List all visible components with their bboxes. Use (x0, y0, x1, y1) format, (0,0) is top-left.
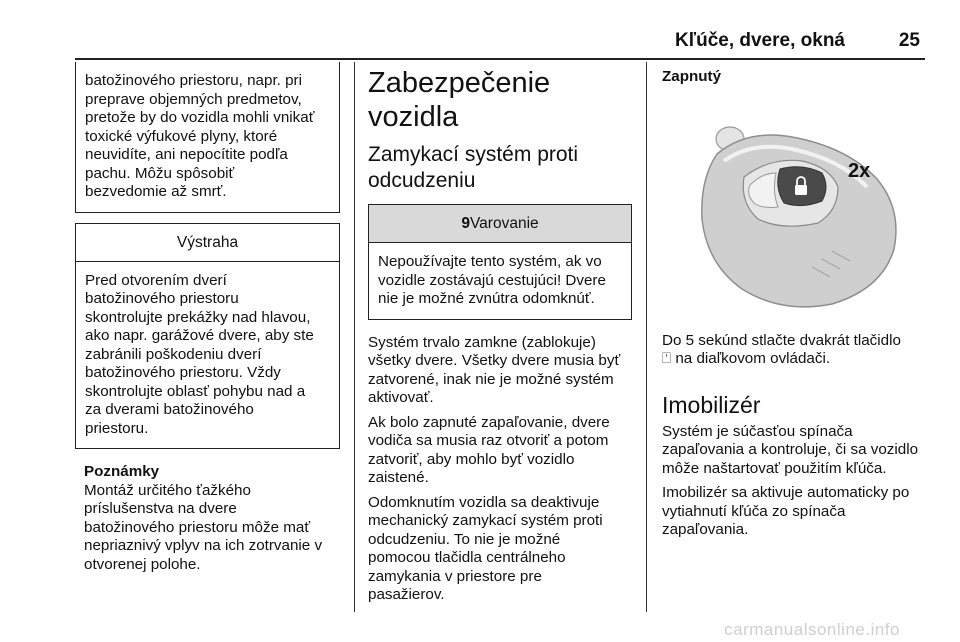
continued-text: batožinového priestoru, napr. pri preprave objemných predmetov, pretože by do vozidla mohli vnikať toxické výfukové plyny, ktoré neuvidíte, ani nepocítite podľa pachu. Môžu spôsobiť bezvedomie až smrť. (85, 72, 315, 200)
page-header-title: Kľúče, dvere, okná (675, 30, 845, 51)
warning-box (368, 204, 632, 320)
column-divider-2 (646, 62, 647, 612)
column-left (75, 62, 340, 574)
note-block (75, 463, 340, 574)
column-right (662, 62, 926, 540)
subsection-heading: Zamykací systém proti odcudzeniu (368, 143, 579, 192)
note-text: Montáž určitého ťažkého príslušenstva na dvere batožinového priestoru môže mať nepriaznivý vplyv na ich zotrvanie v otvorenej polohe. (84, 481, 323, 573)
continued-warning-box (75, 62, 340, 213)
lock-button-icon: ⍞ (662, 350, 672, 367)
imobilizer-para-1: Systém je súčasťou spínača zapaľovania a kontroluje, či sa vozidlo môže naštartovať použitím kľúča. (662, 422, 919, 477)
caution-title: Výstraha (76, 224, 339, 262)
page-number: 25 (898, 30, 920, 51)
paragraph-ignition: Ak bolo zapnuté zapaľovanie, dvere vodiča sa musia raz otvoriť a potom zatvoriť, aby mohlo byť vozidlo zaistené. (368, 413, 610, 486)
figure-caption: Do 5 sekúnd stlačte dvakrát tlačidlo ⍞ na diaľkovom ovládači. (662, 331, 901, 367)
caution-text: Pred otvorením dverí batožinového priestoru skontrolujte prekážky nad hlavou, ako napr. garážové dvere, aby ste zabránili poškodeniu dverí batožinového priestoru. Vždy skontrolujte oblasť pohybu nad a za dverami batožinového priestoru. (85, 271, 314, 437)
column-middle (368, 62, 632, 605)
press-twice-label: 2x (848, 159, 871, 182)
caution-box (75, 223, 340, 450)
header-rule (75, 58, 925, 60)
paragraph-system-lock: Systém trvalo zamkne (zablokuje) všetky dvere. Všetky dvere musia byť zatvorené, inak nie je možné systém aktivovať. (368, 333, 621, 406)
column-divider-1 (354, 62, 355, 612)
imobilizer-para-2: Imobilizér sa aktivuje automaticky po vytiahnutí kľúča zo spínača zapaľovania. (662, 484, 910, 538)
zapnuty-heading: Zapnutý (662, 68, 722, 85)
note-title: Poznámky (84, 463, 160, 480)
remote-key-figure (662, 99, 926, 314)
imobilizer-heading: Imobilizér (662, 391, 761, 418)
section-heading: Zabezpečenie vozidla (368, 67, 551, 133)
warning-title: 9Varovanie (369, 205, 631, 243)
watermark: carmanualsonline.info (724, 620, 900, 639)
warning-text: Nepoužívajte tento systém, ak vo vozidle zostávajú cestujúci! Dvere nie je možné zvnútra odomknúť. (378, 253, 606, 307)
paragraph-unlock: Odomknutím vozidla sa deaktivuje mechanický zamykací systém proti odcudzeniu. To nie je možné pomocou tlačidla centrálneho zamykania v priestore pre pasažierov. (368, 493, 603, 603)
warning-triangle-icon: 9 (461, 215, 470, 232)
